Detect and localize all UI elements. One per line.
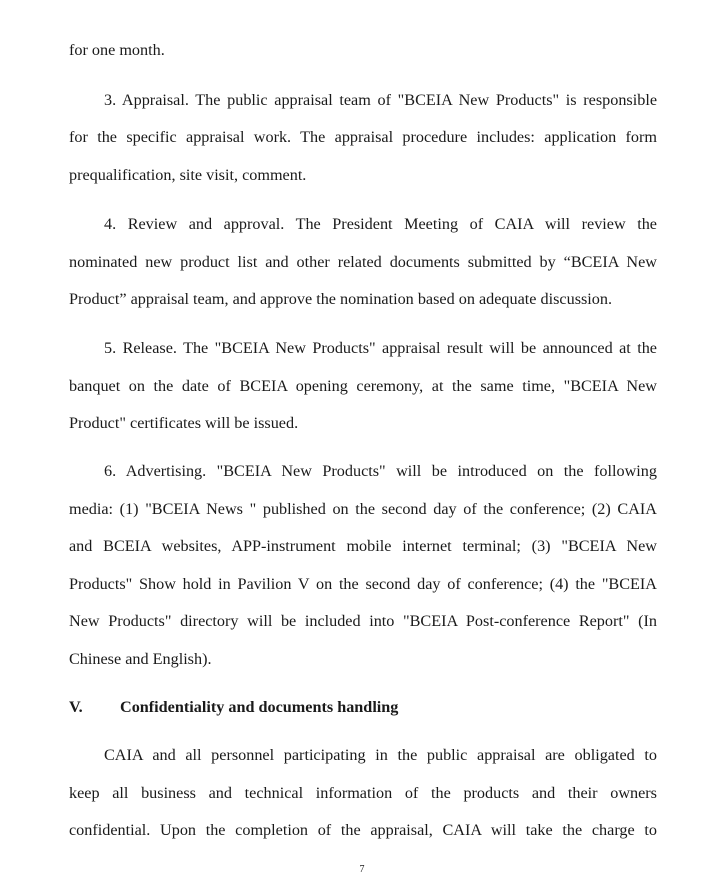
text-line: New Products" directory will be included into "BCEIA Post-conference Report" (In (69, 612, 657, 630)
paragraph-review-first-line: 4. Review and approval. The President Meeting of CAIA will review the (104, 215, 657, 233)
text-line: Products" Show hold in Pavilion V on the second day of conference; (4) the "BCEIA (69, 575, 657, 593)
text-line: keep all business and technical information of the products and their owners (69, 784, 657, 802)
text-line: Product" certificates will be issued. (69, 414, 299, 432)
text-line: media: (1) "BCEIA News " published on the second day of the conference; (2) CAIA (69, 500, 657, 518)
section-heading (69, 697, 657, 717)
text-line: nominated new product list and other related documents submitted by “BCEIA New (69, 253, 657, 271)
text-line: prequalification, site visit, comment. (69, 166, 307, 184)
paragraph-appraisal-first-line: 3. Appraisal. The public appraisal team of "BCEIA New Products" is responsible (104, 91, 657, 109)
text-line: and BCEIA websites, APP-instrument mobile internet terminal; (3) "BCEIA New (69, 537, 657, 555)
section-number: V. (69, 698, 83, 716)
text-line: confidential. Upon the completion of the appraisal, CAIA will take the charge to (69, 821, 657, 839)
text-line: Chinese and English). (69, 650, 212, 668)
section-title: Confidentiality and documents handling (120, 698, 399, 716)
text-line: for the specific appraisal work. The appraisal procedure includes: application form (69, 128, 657, 146)
paragraph-release-first-line: 5. Release. The "BCEIA New Products" appraisal result will be announced at the (104, 339, 657, 357)
paragraph-confidentiality-first-line: CAIA and all personnel participating in the public appraisal are obligated to (104, 746, 657, 764)
text-line: Product” appraisal team, and approve the nomination based on adequate discussion. (69, 290, 613, 308)
paragraph-advertising-first-line: 6. Advertising. "BCEIA New Products" will be introduced on the following (104, 462, 657, 480)
text-line: for one month. (69, 41, 165, 59)
page-number: 7 (359, 864, 365, 875)
text-line: banquet on the date of BCEIA opening ceremony, at the same time, "BCEIA New (69, 377, 657, 395)
